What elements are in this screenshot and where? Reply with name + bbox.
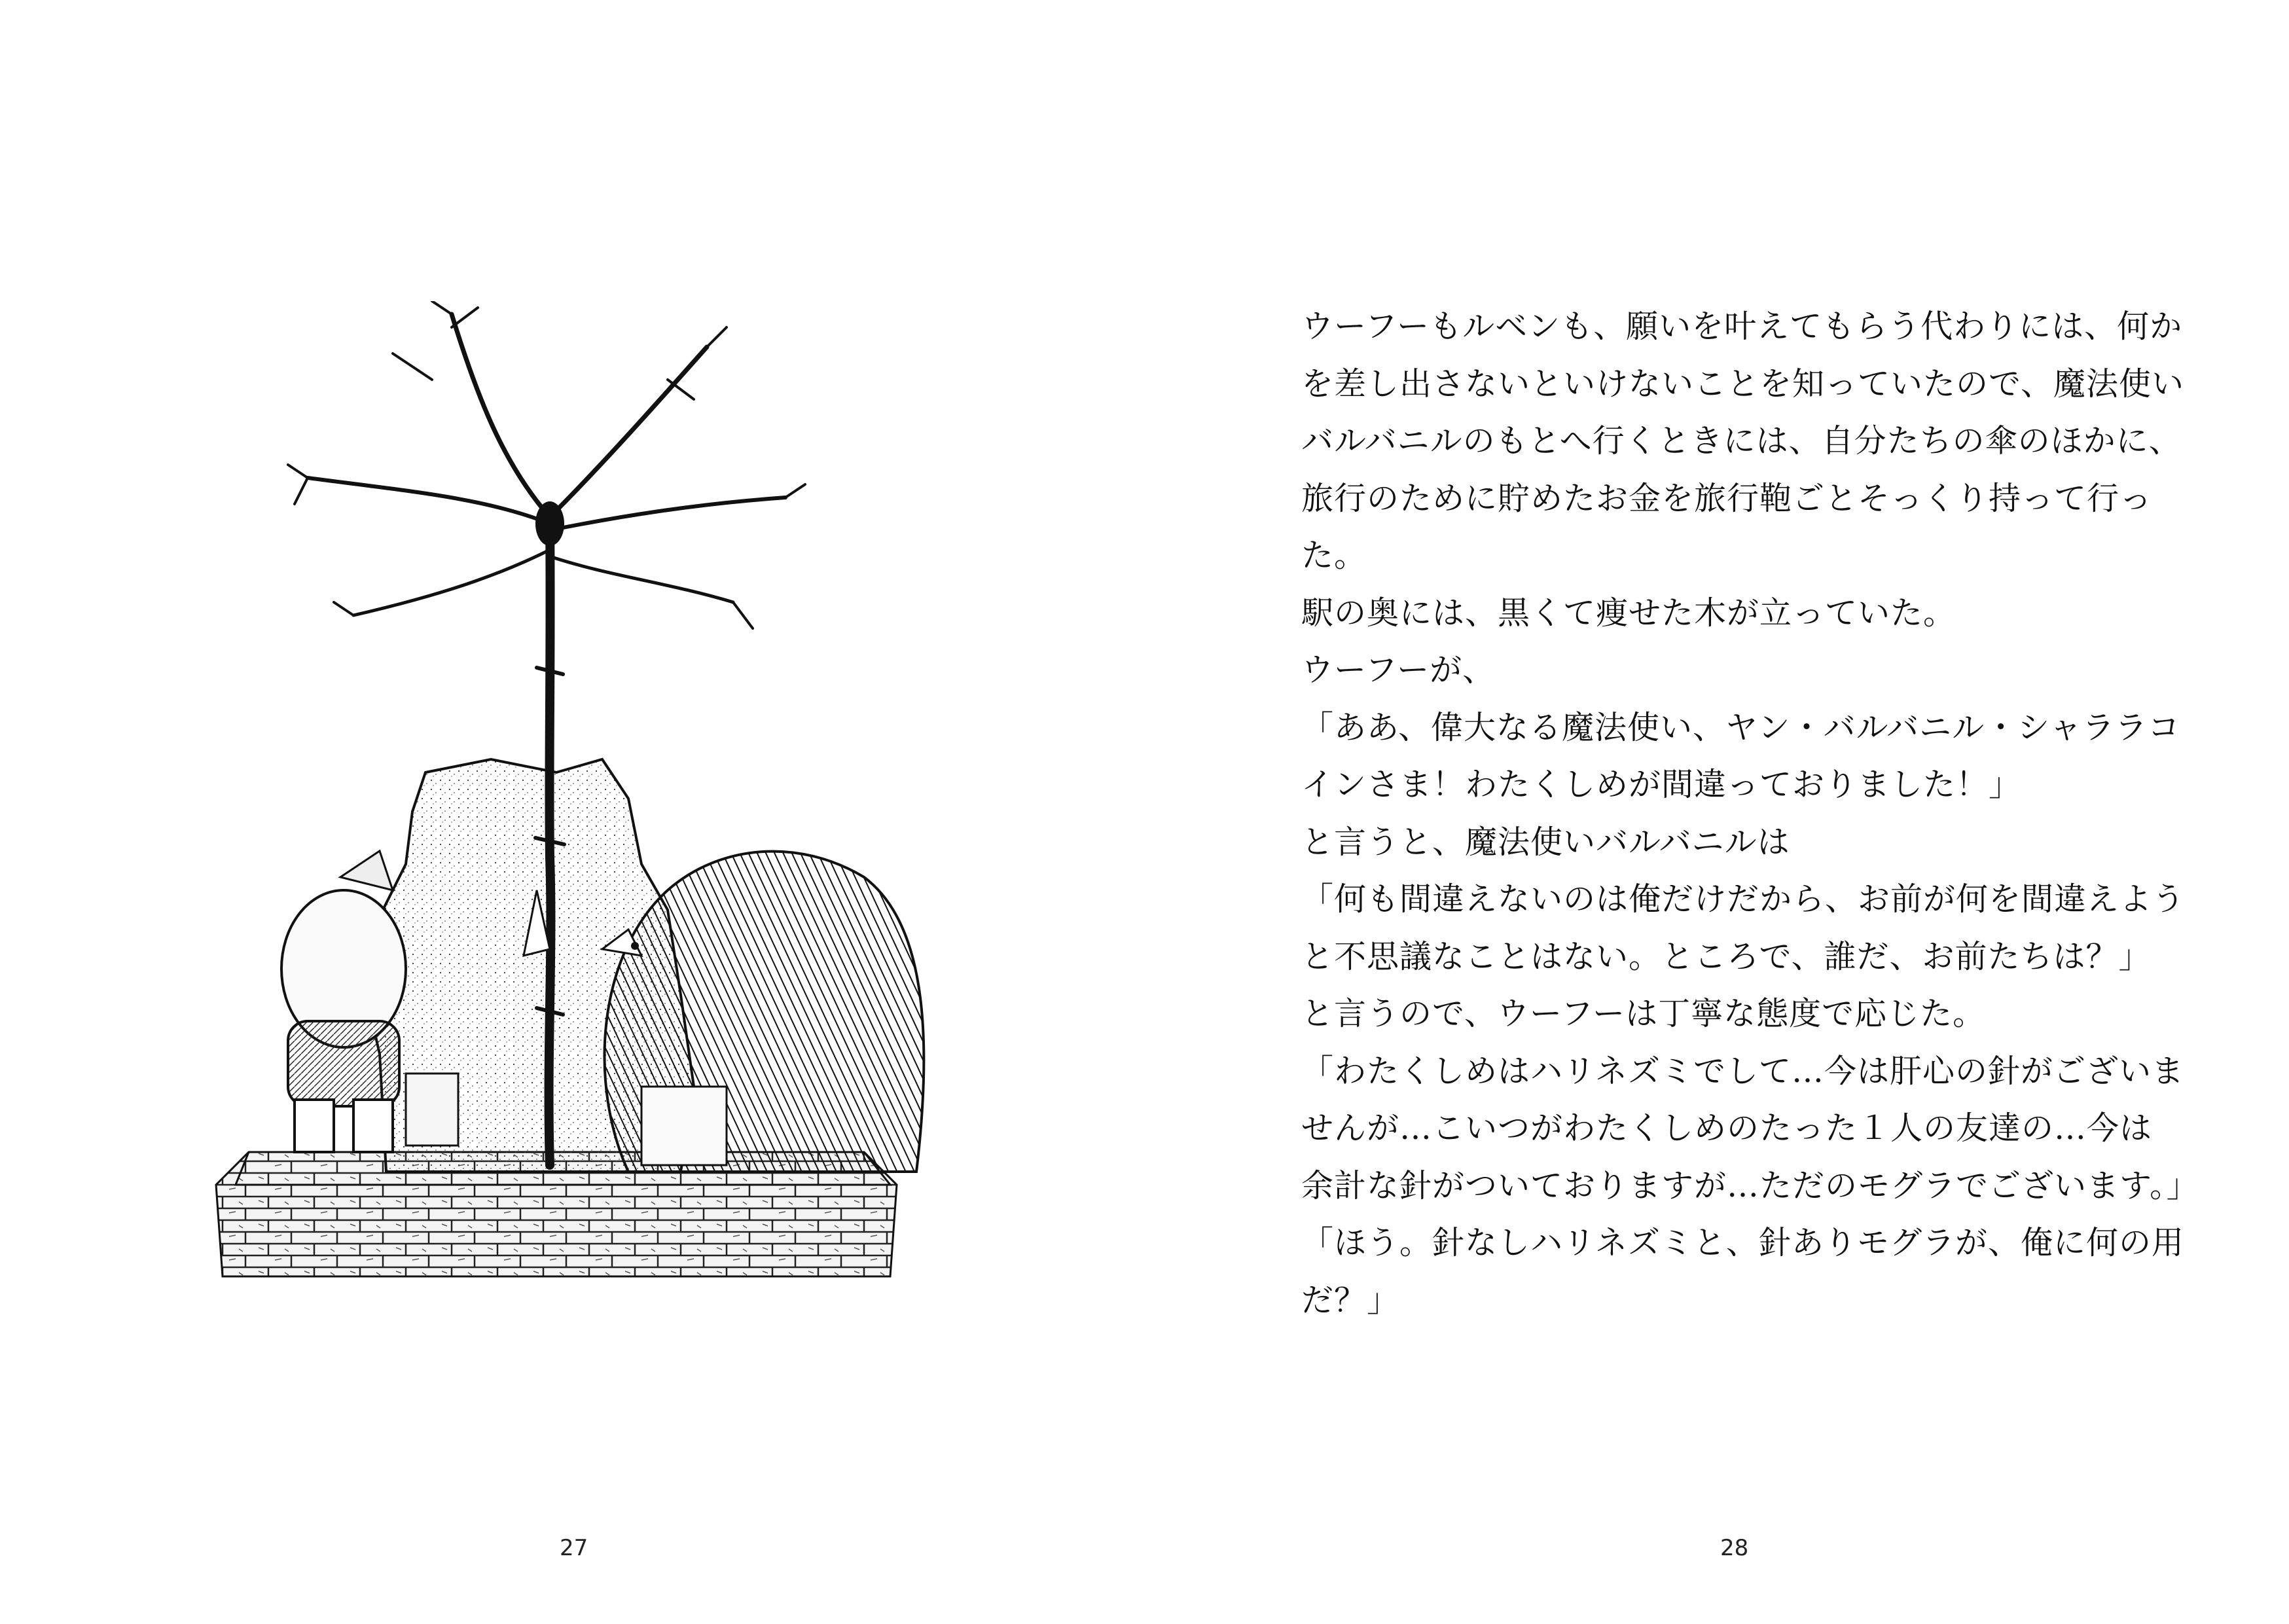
- text-line: と言うと、魔法使いバルバニルは: [1301, 823, 1790, 861]
- text-line: ウーフーもルベンも、願いを叶えてもらう代わりには、何か: [1301, 308, 2183, 345]
- text-line: と言うので、ウーフーは丁寧な態度で応じた。: [1301, 995, 1986, 1032]
- text-line: た。: [1301, 537, 1367, 574]
- left-page: [0, 0, 1144, 1624]
- body-text: [1301, 298, 2199, 1329]
- text-line: 「わたくしめはハリネズミでして…今は肝心の針がございま: [1301, 1052, 2185, 1090]
- text-line: 「ああ、偉大なる魔法使い、ヤン・バルバニル・シャララコ: [1301, 708, 2181, 746]
- right-page: [1144, 0, 2289, 1624]
- text-line: インさま！わたくしめが間違っておりました！」: [1301, 766, 2022, 803]
- text-line: と不思議なことはない。ところで、誰だ、お前たちは？」: [1301, 937, 2152, 975]
- text-line: せんが…こいつがわたくしめのたった１人の友達の…今は: [1301, 1110, 2153, 1147]
- illustration: [209, 301, 943, 1296]
- ink-illustration: [209, 301, 943, 1296]
- text-line: だ？」: [1301, 1281, 1400, 1319]
- text-line: 余計な針がついておりますが…ただのモグラでございます。」: [1301, 1166, 2199, 1204]
- text-line: 駅の奥には、黒くて痩せた木が立っていた。: [1301, 594, 1956, 632]
- text-line: 「ほう。針なしハリネズミと、針ありモグラが、俺に何の用: [1301, 1224, 2185, 1261]
- text-line: ウーフーが、: [1301, 651, 1496, 689]
- text-line: バルバニルのもとへ行くときには、自分たちの傘のほかに、: [1301, 422, 2182, 460]
- text-line: 旅行のために貯めたお金を旅行鞄ごとそっくり持って行っ: [1301, 479, 2153, 517]
- page-number-right: 28: [1720, 1535, 1749, 1561]
- page-number-left: 27: [560, 1535, 588, 1561]
- text-line: を差し出さないといけないことを知っていたので、魔法使い: [1301, 365, 2185, 403]
- text-line: 「何も間違えないのは俺だけだから、お前が何を間違えよう: [1301, 880, 2186, 918]
